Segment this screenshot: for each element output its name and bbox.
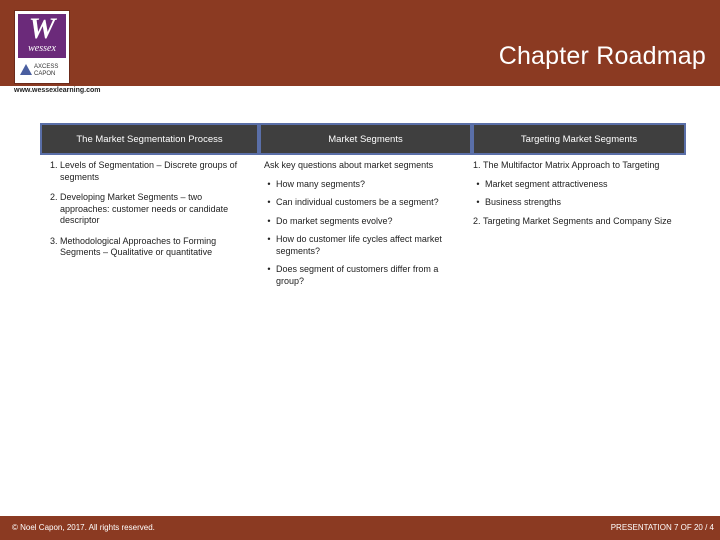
- logo-wordmark: wessex: [28, 43, 56, 54]
- logo-main-letter: W: [28, 12, 56, 45]
- list-item: [473, 179, 680, 191]
- list-item: [264, 197, 466, 209]
- axcess-line1: AXCESS: [34, 64, 59, 70]
- list-item: [264, 179, 466, 191]
- column-market-segments: [259, 155, 472, 287]
- item-number: 3.: [50, 235, 58, 246]
- bullet-icon: •: [267, 264, 271, 274]
- item-number: 2.: [473, 215, 481, 226]
- header-targeting-market-segments: Targeting Market Segments: [472, 123, 686, 155]
- header-segmentation-process: The Market Segmentation Process: [40, 123, 259, 155]
- list-item: [473, 216, 680, 228]
- item-text: Targeting Market Segments and Company Size: [483, 215, 672, 226]
- roadmap-table: [40, 123, 686, 287]
- item-number: 1.: [473, 160, 481, 170]
- item-text: Can individual customers be a segment?: [276, 197, 439, 207]
- table-header-row: [40, 123, 686, 155]
- wessex-logo-mark: [18, 14, 66, 58]
- list-item: [473, 160, 680, 172]
- item-text: Levels of Segmentation – Discrete groups of segments: [60, 160, 238, 182]
- bullet-icon: •: [267, 178, 271, 189]
- item-number: 1.: [50, 160, 58, 170]
- list-item: [50, 192, 253, 227]
- axcess-line2: CAPON: [34, 71, 56, 77]
- bullet-icon: •: [267, 197, 271, 207]
- page-title: Chapter Roadmap: [498, 42, 706, 70]
- column-segmentation-process: [40, 155, 259, 287]
- item-text: Market segment attractiveness: [485, 178, 608, 189]
- item-text: Methodological Approaches to Forming Segments – Qualitative or quantitative: [60, 235, 217, 257]
- bullet-icon: •: [267, 215, 271, 226]
- list-item: [264, 234, 466, 257]
- item-text: Do market segments evolve?: [276, 215, 393, 226]
- column-intro: Ask key questions about market segments: [264, 160, 434, 170]
- list-item: [264, 264, 466, 287]
- item-text: Developing Market Segments – two approaches: customer needs or candidate descriptor: [60, 192, 229, 225]
- item-text: The Multifactor Matrix Approach to Targeting: [483, 160, 660, 170]
- item-text: How do customer life cycles affect market segments?: [276, 234, 442, 256]
- item-text: Business strengths: [485, 197, 562, 207]
- list-item: [50, 160, 253, 183]
- copyright-text: © Noel Capon, 2017. All rights reserved.: [12, 523, 155, 532]
- header-market-segments: Market Segments: [259, 123, 472, 155]
- list-item: [264, 216, 466, 228]
- website-url: www.wessexlearning.com: [14, 87, 101, 94]
- bullet-icon: •: [267, 234, 271, 244]
- column-targeting: [472, 155, 686, 287]
- item-text: How many segments?: [276, 178, 366, 189]
- table-body-row: [40, 155, 686, 287]
- bullet-icon: •: [476, 178, 480, 189]
- item-number: 2.: [50, 192, 58, 202]
- slide-indicator: PRESENTATION 7 OF 20 / 4: [610, 523, 714, 532]
- list-item: [473, 197, 680, 209]
- axcess-triangle-icon: [20, 64, 32, 75]
- axcess-capon-logo: [18, 61, 66, 81]
- item-text: Does segment of customers differ from a group?: [276, 264, 439, 286]
- bullet-icon: •: [476, 197, 480, 207]
- wessex-logo: [14, 10, 70, 84]
- list-item: [50, 236, 253, 259]
